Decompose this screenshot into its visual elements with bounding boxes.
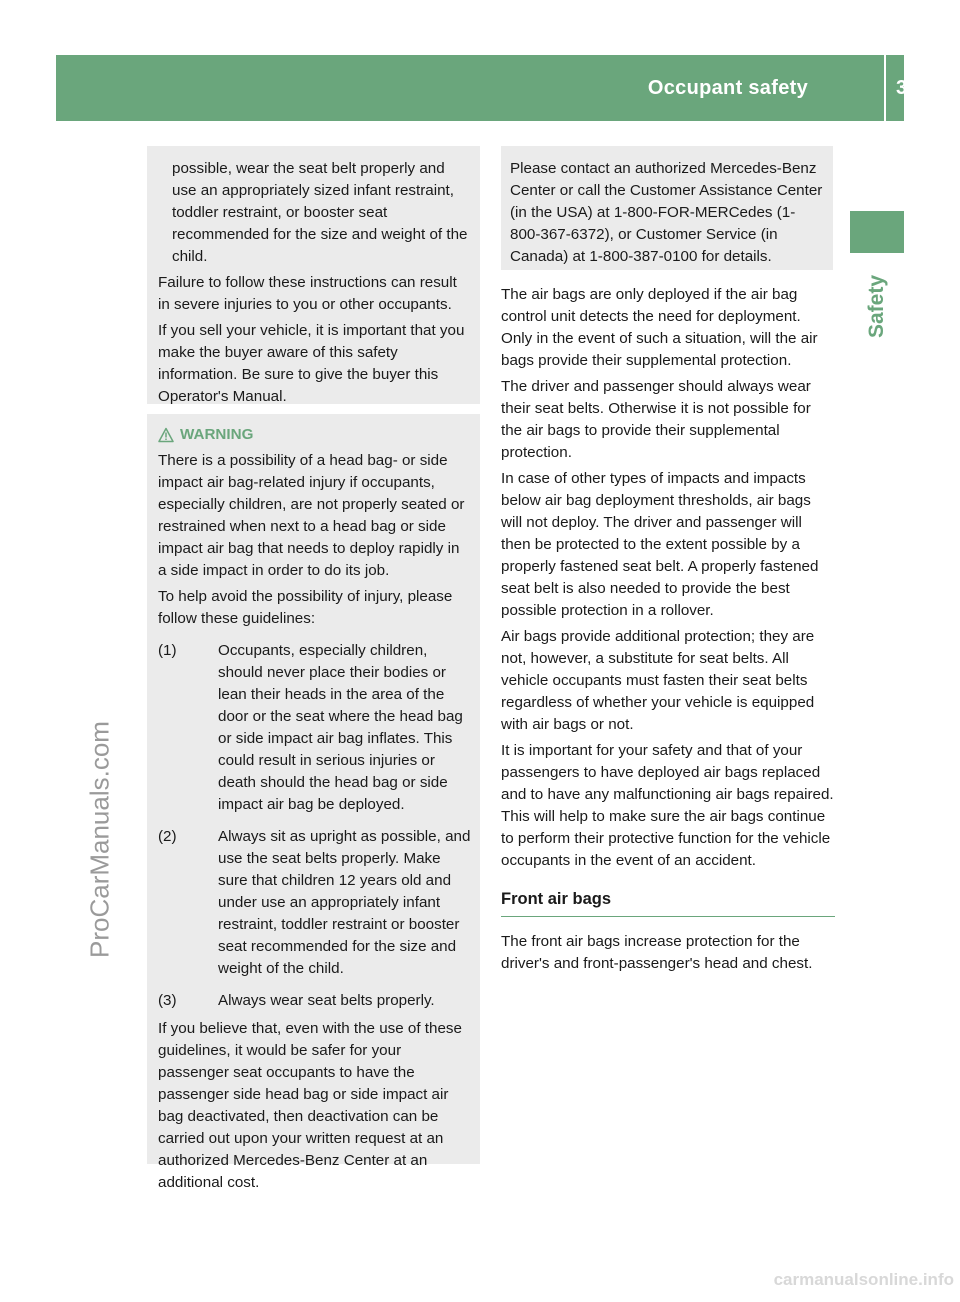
body-paragraph: Air bags provide additional protection; they are not, however, a substitute for seat belts. All vehicle occupants must fasten their seat belts regardless of whether your vehicle is equipped with air bags or not. <box>501 628 815 733</box>
guideline-number: (3) <box>158 992 177 1009</box>
warning-intro: To help avoid the possibility of injury, please follow these guidelines: <box>158 588 453 627</box>
box-paragraph: If you sell your vehicle, it is important that you make the buyer aware of this safety information. Be sure to give the buyer this Operator's Manual. <box>158 322 465 405</box>
continuation-box <box>147 146 480 404</box>
right-column-text <box>501 284 835 979</box>
page-number: 39 <box>896 76 919 99</box>
body-paragraph: It is important for your safety and that of your passengers to have deployed air bags replaced and to have any malfunctioning air bags repaired. This will help to make sure the air bags continue to perform their protective function for the vehicle occupants in the event of an accident. <box>501 742 834 869</box>
warning-label: WARNING <box>180 426 254 443</box>
contact-box <box>501 146 833 270</box>
guideline-number: (1) <box>158 642 177 659</box>
guideline-text: Occupants, especially children, should never place their bodies or lean their heads in the area of the door or the seat where the head bag or side impact air bag inflates. This could result in serious injuries or death should the head bag or side impact air bag be deployed. <box>218 642 463 813</box>
guideline-item <box>158 640 472 816</box>
warning-heading <box>158 424 472 446</box>
warning-intro: There is a possibility of a head bag- or side impact air bag-related injury if occupants, especially children, are not properly seated or restrained when next to a head bag or side impact air bag that needs to deploy rapidly in a side impact in order to do its job. <box>158 452 465 579</box>
warning-triangle-icon <box>158 427 174 443</box>
box-paragraph: Failure to follow these instructions can result in severe injuries to you or other occupants. <box>158 274 457 313</box>
contact-text: Please contact an authorized Mercedes-Benz Center or call the Customer Assistance Center (in the USA) at 1-800-FOR-MERCedes (1-800-367-6372), or Customer Service (in Canada) at 1-800-387-0100 for details. <box>510 160 823 265</box>
header-bar <box>56 55 919 121</box>
guideline-text: Always wear seat belts properly. <box>218 992 435 1009</box>
body-paragraph: The air bags are only deployed if the air bag control unit detects the need for deployment. Only in the event of such a situation, will the air bags provide their supplemental protection. <box>501 286 818 369</box>
warning-closing: If you believe that, even with the use of these guidelines, it would be safer for your passenger seat occupants to have the passenger side head bag or side impact air bag deactivated, then deactivation can be carried out upon your written request at an authorized Mercedes-Benz Center at an additional cost. <box>158 1020 462 1191</box>
continuation-text: possible, wear the seat belt properly and use an appropriately sized infant restraint, toddler restraint, or booster seat recommended for the size and weight of the child. <box>172 160 468 265</box>
footer-watermark: carmanualsonline.info <box>773 1270 954 1289</box>
section-tab-label: Safety <box>865 274 888 338</box>
guideline-text: Always sit as upright as possible, and use the seat belts properly. Make sure that children 12 years old and under use an appropriately infant restraint, toddler restraint or booster seat recommended for the size and weight of the child. <box>218 828 471 977</box>
section-heading: Front air bags <box>501 888 835 917</box>
body-paragraph: In case of other types of impacts and impacts below air bag deployment thresholds, air bags will not deploy. The driver and passenger will then be protected to the extent possible by a properly fastened seat belt. A properly fastened seat belt is also needed to provide the best possible protection in a rollover. <box>501 470 819 619</box>
guideline-item <box>158 826 472 980</box>
warning-box <box>147 414 480 1191</box>
section-tab-marker <box>850 211 904 253</box>
chapter-title: Occupant safety <box>647 76 808 99</box>
watermark: ProCarManuals.com <box>84 721 115 959</box>
guideline-number: (2) <box>158 828 177 845</box>
section-paragraph: The front air bags increase protection for the driver's and front-passenger's head and chest. <box>501 933 813 972</box>
guideline-item <box>158 990 472 1012</box>
body-paragraph: The driver and passenger should always wear their seat belts. Otherwise it is not possible for the air bags to provide their supplemental protection. <box>501 378 811 461</box>
